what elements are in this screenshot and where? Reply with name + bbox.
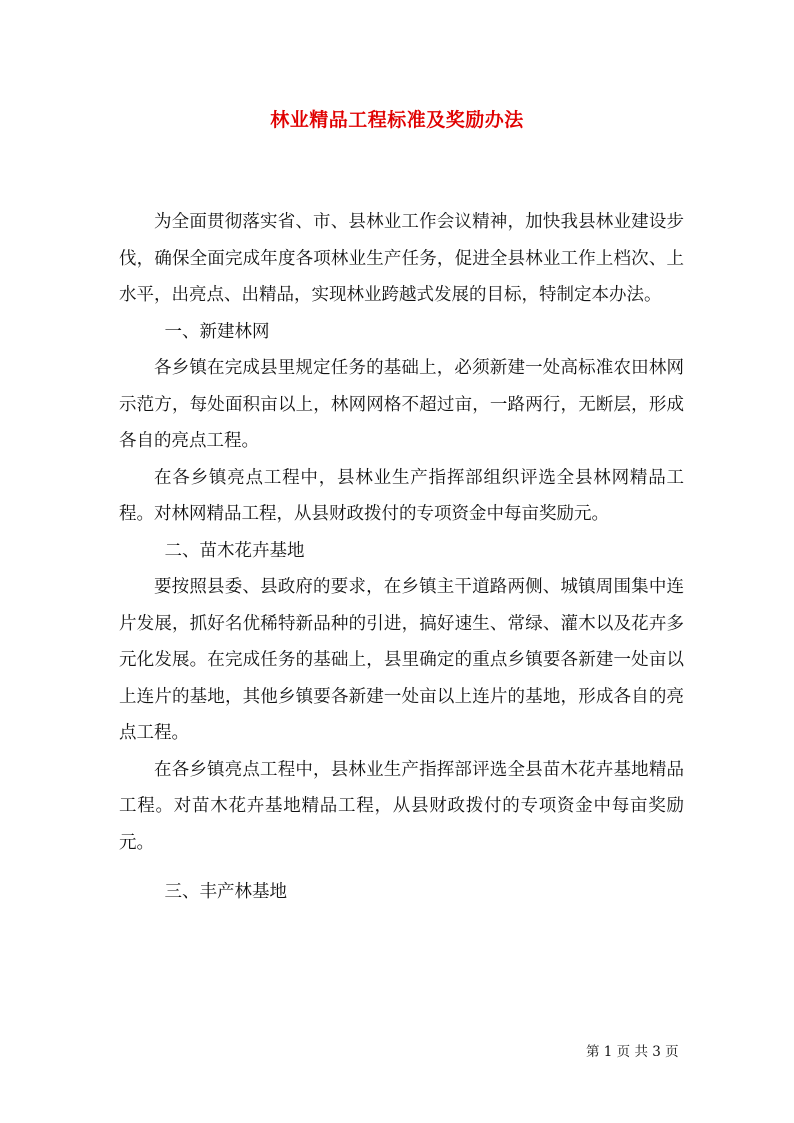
document-body	[119, 204, 684, 911]
section-2-paragraph-1: 要按照县委、县政府的要求，在乡镇主干道路两侧、城镇周围集中连片发展，抓好名优稀特新品种的引进，搞好速生、常绿、灌木以及花卉多元化发展。在完成任务的基础上，县里确定的重点乡镇要各新建一处亩以上连片的基地，其他乡镇要各新建一处亩以上连片的基地，形成各自的亮点工程。	[119, 577, 684, 743]
intro-paragraph: 为全面贯彻落实省、市、县林业工作会议精神，加快我县林业建设步伐，确保全面完成年度各项林业生产任务，促进全县林业工作上档次、上水平，出亮点、出精品，实现林业跨越式发展的目标，特制定本办法。	[119, 212, 684, 305]
section-1-paragraph-2: 在各乡镇亮点工程中，县林业生产指挥部组织评选全县林网精品工程。对林网精品工程，从县财政拨付的专项资金中每亩奖励元。	[119, 467, 684, 524]
page-number: 第 1 页 共 3 页	[586, 1044, 679, 1060]
document-title: 林业精品工程标准及奖励办法	[270, 109, 524, 131]
section-2-paragraph-2: 在各乡镇亮点工程中，县林业生产指挥部评选全县苗木花卉基地精品工程。对苗木花卉基地精品工程，从县财政拨付的专项资金中每亩奖励元。	[119, 759, 684, 853]
section-heading-2: 二、苗木花卉基地	[164, 540, 305, 561]
section-heading-1: 一、新建林网	[164, 321, 270, 342]
section-heading-3: 三、丰产林基地	[164, 882, 287, 902]
section-1-paragraph-1: 各乡镇在完成县里规定任务的基础上，必须新建一处高标准农田林网示范方，每处面积亩以上，林网网格不超过亩，一路两行，无断层，形成各自的亮点工程。	[119, 358, 684, 451]
